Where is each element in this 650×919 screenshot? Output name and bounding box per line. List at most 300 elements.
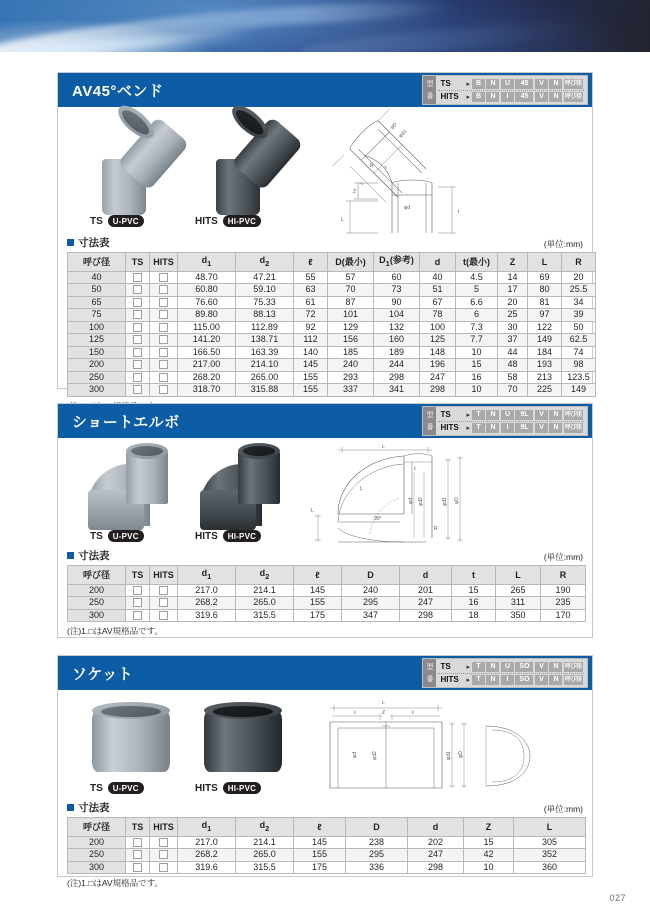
model-code-cell: B bbox=[472, 79, 485, 89]
cell-value: 244 bbox=[374, 359, 420, 372]
column-header: L bbox=[528, 253, 562, 272]
product-image-hits-elbow bbox=[198, 446, 294, 532]
cell-value: 240 bbox=[328, 359, 374, 372]
cell-value: 10 bbox=[456, 384, 498, 397]
checkbox-icon[interactable] bbox=[159, 323, 168, 332]
cell-ts-checkbox[interactable] bbox=[126, 836, 150, 849]
cell-value: 98 bbox=[562, 359, 596, 372]
cell-nominal-diameter: 250 bbox=[68, 371, 126, 384]
cell-value: 51 bbox=[420, 284, 456, 297]
checkbox-icon[interactable] bbox=[133, 323, 142, 332]
cell-hits-checkbox[interactable] bbox=[150, 609, 178, 622]
checkbox-icon[interactable] bbox=[133, 863, 142, 872]
column-header: $d_2$ bbox=[236, 566, 294, 585]
model-code-cell: N bbox=[486, 410, 499, 420]
cell-value: 7.3 bbox=[456, 321, 498, 334]
section-av45-bend bbox=[57, 72, 593, 395]
drawing-label: ℓ bbox=[412, 710, 414, 716]
cell-value: 40 bbox=[420, 271, 456, 284]
table-row bbox=[68, 296, 596, 309]
checkbox-icon[interactable] bbox=[133, 598, 142, 607]
checkbox-icon[interactable] bbox=[159, 838, 168, 847]
cell-value: 112 bbox=[294, 334, 328, 347]
cell-value: 185 bbox=[328, 346, 374, 359]
table-header-row bbox=[68, 253, 596, 272]
model-code-cell-nominal: 呼び径 bbox=[564, 80, 582, 87]
cell-value: 4.5 bbox=[456, 271, 498, 284]
table-body bbox=[68, 836, 586, 874]
cell-value: 90 bbox=[374, 296, 420, 309]
column-header: HITS bbox=[150, 818, 178, 837]
cell-value: 190 bbox=[541, 584, 586, 597]
cell-value: 175 bbox=[294, 609, 342, 622]
dimension-unit-label: (単位:mm) bbox=[543, 239, 583, 249]
column-header: TS bbox=[126, 818, 150, 837]
drawing-label: φd bbox=[352, 751, 358, 758]
table-header-row bbox=[68, 566, 586, 585]
drawing-label: R bbox=[434, 526, 438, 532]
cell-value: 265 bbox=[496, 584, 541, 597]
product-image-ts-elbow bbox=[86, 446, 182, 532]
cell-hits-checkbox[interactable] bbox=[150, 849, 178, 862]
checkbox-icon[interactable] bbox=[159, 850, 168, 859]
cell-value: 247 bbox=[420, 371, 456, 384]
drawing-label: φD bbox=[458, 751, 464, 758]
cell-hits-checkbox[interactable] bbox=[150, 597, 178, 610]
arrow-right-icon: ▸ bbox=[466, 676, 470, 684]
table-row bbox=[68, 346, 596, 359]
table-note: (注)1.□はAV規格品です。 bbox=[67, 878, 163, 889]
model-code-cell: N bbox=[486, 79, 499, 89]
checkbox-icon[interactable] bbox=[159, 273, 168, 282]
product-image-ts-bend bbox=[84, 113, 180, 217]
cell-value: 48 bbox=[498, 359, 528, 372]
dimension-table-title-group bbox=[67, 800, 110, 815]
product-image-hits-socket bbox=[198, 700, 290, 780]
table-row bbox=[68, 861, 586, 874]
cell-value: 213 bbox=[528, 371, 562, 384]
model-code-cell: N bbox=[486, 92, 499, 102]
cell-value: 193 bbox=[528, 359, 562, 372]
technical-drawing-bend bbox=[320, 109, 590, 235]
banner-streak bbox=[300, 18, 581, 52]
cell-value: 18 bbox=[452, 609, 496, 622]
table-header-row bbox=[68, 818, 586, 837]
cell-value: 37 bbox=[498, 334, 528, 347]
cell-ts-checkbox[interactable] bbox=[126, 371, 150, 384]
cell-value: 55 bbox=[294, 271, 328, 284]
cell-value: 60.80 bbox=[178, 284, 236, 297]
column-header: $d_2$ bbox=[236, 818, 294, 837]
model-code-cell: U bbox=[501, 410, 514, 420]
dimension-table-header bbox=[58, 235, 592, 252]
cell-value: 295 bbox=[346, 849, 408, 862]
drawing-label: ℓ bbox=[414, 466, 416, 472]
model-row-ts bbox=[438, 409, 584, 421]
dimension-unit-label: (単位:mm) bbox=[543, 552, 583, 562]
column-header: ℓ bbox=[294, 253, 328, 272]
cell-value: 311 bbox=[496, 597, 541, 610]
cell-value: 122 bbox=[528, 321, 562, 334]
checkbox-icon[interactable] bbox=[133, 348, 142, 357]
cell-value: 350 bbox=[496, 609, 541, 622]
checkbox-icon[interactable] bbox=[133, 335, 142, 344]
cell-value: 217.00 bbox=[178, 359, 236, 372]
checkbox-icon[interactable] bbox=[133, 373, 142, 382]
cell-value: 101 bbox=[328, 309, 374, 322]
section-title: ショートエルボ bbox=[72, 413, 180, 431]
model-row-name: HITS bbox=[440, 92, 459, 101]
drawing-label: φd bbox=[404, 205, 411, 211]
material-tag: HI-PVC bbox=[223, 782, 261, 794]
column-header: 呼び径 bbox=[68, 818, 126, 837]
technical-drawing-socket bbox=[316, 696, 566, 796]
cell-value: 155 bbox=[294, 597, 342, 610]
model-number-vertical-label: 型 番 bbox=[423, 407, 436, 435]
cell-value: 184 bbox=[528, 346, 562, 359]
cell-value: 67 bbox=[420, 296, 456, 309]
cell-nominal-diameter: 250 bbox=[68, 597, 126, 610]
cell-value: 341 bbox=[374, 384, 420, 397]
cell-nominal-diameter: 40 bbox=[68, 271, 126, 284]
cell-nominal-diameter: 75 bbox=[68, 309, 126, 322]
table-row bbox=[68, 836, 586, 849]
cell-hits-checkbox[interactable] bbox=[150, 309, 178, 322]
cell-value: 5 bbox=[456, 284, 498, 297]
cell-hits-checkbox[interactable] bbox=[150, 384, 178, 397]
cell-value: 15 bbox=[464, 836, 514, 849]
model-code-cell: N bbox=[549, 92, 562, 102]
cell-value: 145 bbox=[294, 359, 328, 372]
cell-value: 123.5 bbox=[562, 371, 596, 384]
dimension-table-socket bbox=[67, 817, 586, 874]
cell-value: 80 bbox=[528, 284, 562, 297]
cell-value: 360 bbox=[514, 861, 586, 874]
model-number-block bbox=[422, 406, 588, 436]
table-row bbox=[68, 609, 586, 622]
cell-value: 74 bbox=[562, 346, 596, 359]
cell-value: 247 bbox=[408, 849, 464, 862]
cell-hits-checkbox[interactable] bbox=[150, 334, 178, 347]
cell-value: 247 bbox=[400, 597, 452, 610]
cell-value: 14 bbox=[498, 271, 528, 284]
cell-value: 16 bbox=[456, 371, 498, 384]
cell-value: 39 bbox=[562, 309, 596, 322]
drawing-label: t bbox=[458, 209, 460, 215]
bullet-square-icon bbox=[67, 804, 74, 811]
checkbox-icon[interactable] bbox=[159, 310, 168, 319]
cell-value: 298 bbox=[374, 371, 420, 384]
checkbox-icon[interactable] bbox=[159, 611, 168, 620]
checkbox-icon[interactable] bbox=[159, 598, 168, 607]
column-header: d bbox=[400, 566, 452, 585]
cell-value: 141.20 bbox=[178, 334, 236, 347]
column-header: 呼び径 bbox=[68, 253, 126, 272]
dimension-table-elbow bbox=[67, 565, 586, 622]
model-code-cell: V bbox=[535, 79, 548, 89]
cell-ts-checkbox[interactable] bbox=[126, 849, 150, 862]
cell-value: 42 bbox=[464, 849, 514, 862]
column-header: HITS bbox=[150, 566, 178, 585]
cell-hits-checkbox[interactable] bbox=[150, 271, 178, 284]
cell-ts-checkbox[interactable] bbox=[126, 334, 150, 347]
checkbox-icon[interactable] bbox=[159, 335, 168, 344]
cell-value: 265.00 bbox=[236, 371, 294, 384]
product-photo-area bbox=[58, 107, 592, 235]
cell-value: 336 bbox=[346, 861, 408, 874]
model-row-name: TS bbox=[440, 79, 451, 88]
dimension-table-title-group bbox=[67, 235, 110, 250]
product-caption-ts bbox=[90, 215, 144, 227]
table-row bbox=[68, 384, 596, 397]
cell-value: 6.6 bbox=[456, 296, 498, 309]
arrow-right-icon: ▸ bbox=[466, 93, 470, 101]
dimension-table-title: 寸法表 bbox=[78, 802, 110, 814]
model-row-ts bbox=[438, 661, 584, 673]
column-header: ℓ bbox=[294, 818, 346, 837]
cell-hits-checkbox[interactable] bbox=[150, 359, 178, 372]
table-row bbox=[68, 371, 596, 384]
checkbox-icon[interactable] bbox=[133, 360, 142, 369]
model-code-cell: N bbox=[486, 662, 499, 672]
section-header bbox=[58, 656, 592, 690]
drawing-label: L bbox=[382, 700, 385, 706]
cell-value: 214.1 bbox=[236, 584, 294, 597]
cell-value: 125 bbox=[420, 334, 456, 347]
section-socket bbox=[57, 655, 593, 889]
model-row-hits bbox=[438, 673, 584, 686]
cell-value: 112.89 bbox=[236, 321, 294, 334]
arrow-right-icon: ▸ bbox=[466, 411, 470, 419]
cell-value: 62.5 bbox=[562, 334, 596, 347]
cell-ts-checkbox[interactable] bbox=[126, 584, 150, 597]
cell-value: 189 bbox=[374, 346, 420, 359]
cell-ts-checkbox[interactable] bbox=[126, 609, 150, 622]
model-code-cell: U bbox=[501, 662, 514, 672]
cell-value: 175 bbox=[294, 861, 346, 874]
cell-value: 16 bbox=[452, 597, 496, 610]
checkbox-icon[interactable] bbox=[159, 348, 168, 357]
column-header: L bbox=[496, 566, 541, 585]
checkbox-icon[interactable] bbox=[133, 850, 142, 859]
cell-value: 7.7 bbox=[456, 334, 498, 347]
cell-value: 155 bbox=[294, 384, 328, 397]
cell-value: 149 bbox=[562, 384, 596, 397]
column-header: HITS bbox=[150, 253, 178, 272]
cell-value: 20 bbox=[562, 271, 596, 284]
cell-value: 315.5 bbox=[236, 609, 294, 622]
column-header: Z bbox=[498, 253, 528, 272]
technical-drawing-elbow bbox=[308, 442, 558, 546]
cell-value: 170 bbox=[541, 609, 586, 622]
cell-ts-checkbox[interactable] bbox=[126, 284, 150, 297]
checkbox-icon[interactable] bbox=[133, 273, 142, 282]
model-row-hits bbox=[438, 90, 584, 103]
column-header: R bbox=[562, 253, 596, 272]
cell-value: 214.1 bbox=[236, 836, 294, 849]
product-image-ts-socket bbox=[86, 700, 178, 780]
cell-nominal-diameter: 300 bbox=[68, 384, 126, 397]
cell-value: 25 bbox=[498, 309, 528, 322]
cell-value: 59.10 bbox=[236, 284, 294, 297]
checkbox-icon[interactable] bbox=[159, 586, 168, 595]
model-number-vertical-label: 型 番 bbox=[423, 76, 436, 104]
column-header: t(最小) bbox=[456, 253, 498, 272]
checkbox-icon[interactable] bbox=[133, 611, 142, 620]
cell-ts-checkbox[interactable] bbox=[126, 296, 150, 309]
drawing-label: φd2 bbox=[418, 497, 424, 506]
material-tag: U-PVC bbox=[108, 215, 144, 227]
drawing-label: φd1 bbox=[446, 751, 452, 760]
dimension-table-title: 寸法表 bbox=[78, 550, 110, 562]
model-code-cell-nominal: 呼び径 bbox=[564, 424, 582, 431]
cell-value: 295 bbox=[342, 597, 400, 610]
table-row bbox=[68, 271, 596, 284]
cell-value: 30 bbox=[498, 321, 528, 334]
model-number-block bbox=[422, 658, 588, 688]
cell-nominal-diameter: 300 bbox=[68, 609, 126, 622]
table-body bbox=[68, 271, 596, 396]
column-header: TS bbox=[126, 566, 150, 585]
cell-value: 15 bbox=[456, 359, 498, 372]
cell-hits-checkbox[interactable] bbox=[150, 346, 178, 359]
table-row bbox=[68, 309, 596, 322]
model-code-cell-nominal: 呼び径 bbox=[564, 411, 582, 418]
model-code-cell: N bbox=[549, 423, 562, 433]
drawing-label: φd bbox=[408, 497, 414, 504]
cell-value: 20 bbox=[498, 296, 528, 309]
cell-value: 92 bbox=[294, 321, 328, 334]
model-code-cell: 45 bbox=[515, 92, 533, 102]
checkbox-icon[interactable] bbox=[159, 360, 168, 369]
model-code-cell: V bbox=[535, 675, 548, 685]
checkbox-icon[interactable] bbox=[159, 298, 168, 307]
model-code-cell: 45 bbox=[515, 79, 533, 89]
cell-value: 145 bbox=[294, 836, 346, 849]
model-code-cell: V bbox=[535, 423, 548, 433]
model-row-hits bbox=[438, 421, 584, 434]
dimension-table-header bbox=[58, 548, 592, 565]
drawing-label: Z bbox=[382, 710, 386, 716]
model-code-cell: N bbox=[486, 675, 499, 685]
cell-value: 97 bbox=[528, 309, 562, 322]
cell-ts-checkbox[interactable] bbox=[126, 346, 150, 359]
bullet-square-icon bbox=[67, 552, 74, 559]
cell-hits-checkbox[interactable] bbox=[150, 284, 178, 297]
column-header: d bbox=[408, 818, 464, 837]
model-code-cell: 9L bbox=[515, 410, 533, 420]
model-number-vertical-label: 型 番 bbox=[423, 659, 436, 687]
cell-ts-checkbox[interactable] bbox=[126, 309, 150, 322]
cell-ts-checkbox[interactable] bbox=[126, 861, 150, 874]
drawing-label: ℓ bbox=[383, 164, 390, 171]
checkbox-icon[interactable] bbox=[133, 310, 142, 319]
cell-value: 10 bbox=[456, 346, 498, 359]
cell-value: 104 bbox=[374, 309, 420, 322]
cell-ts-checkbox[interactable] bbox=[126, 271, 150, 284]
product-image-hits-bend bbox=[198, 113, 294, 217]
checkbox-icon[interactable] bbox=[159, 385, 168, 394]
cell-ts-checkbox[interactable] bbox=[126, 359, 150, 372]
model-code-cell: U bbox=[501, 79, 514, 89]
product-photo-area bbox=[58, 438, 592, 548]
table-row bbox=[68, 584, 586, 597]
cell-value: 318.70 bbox=[178, 384, 236, 397]
checkbox-icon[interactable] bbox=[133, 298, 142, 307]
dimension-table-header bbox=[58, 800, 592, 817]
cell-nominal-diameter: 200 bbox=[68, 584, 126, 597]
cell-hits-checkbox[interactable] bbox=[150, 861, 178, 874]
product-name: HITS bbox=[195, 782, 218, 794]
dimension-table-bend bbox=[67, 252, 596, 397]
cell-value: 268.2 bbox=[178, 597, 236, 610]
cell-hits-checkbox[interactable] bbox=[150, 584, 178, 597]
cell-value: 47.21 bbox=[236, 271, 294, 284]
cell-value: 70 bbox=[498, 384, 528, 397]
cell-value: 201 bbox=[400, 584, 452, 597]
checkbox-icon[interactable] bbox=[159, 373, 168, 382]
model-code-cell: N bbox=[549, 675, 562, 685]
table-note: (注)1.□はAV規格品です。 bbox=[67, 626, 163, 637]
model-code-cell: N bbox=[549, 79, 562, 89]
checkbox-icon[interactable] bbox=[133, 385, 142, 394]
model-code-cell: V bbox=[535, 410, 548, 420]
product-name: TS bbox=[90, 215, 103, 227]
section-header bbox=[58, 404, 592, 438]
cell-value: 225 bbox=[528, 384, 562, 397]
section-title: ソケット bbox=[72, 665, 134, 683]
column-header: 呼び径 bbox=[68, 566, 126, 585]
cell-hits-checkbox[interactable] bbox=[150, 321, 178, 334]
cell-hits-checkbox[interactable] bbox=[150, 296, 178, 309]
model-number-block bbox=[422, 75, 588, 105]
cell-ts-checkbox[interactable] bbox=[126, 597, 150, 610]
cell-hits-checkbox[interactable] bbox=[150, 371, 178, 384]
cell-value: 160 bbox=[374, 334, 420, 347]
cell-ts-checkbox[interactable] bbox=[126, 321, 150, 334]
checkbox-icon[interactable] bbox=[133, 586, 142, 595]
model-code-cell: I bbox=[501, 675, 514, 685]
cell-value: 50 bbox=[562, 321, 596, 334]
cell-value: 217.0 bbox=[178, 836, 236, 849]
model-code-cell: N bbox=[486, 423, 499, 433]
arrow-right-icon: ▸ bbox=[466, 80, 470, 88]
cell-value: 145 bbox=[294, 584, 342, 597]
checkbox-icon[interactable] bbox=[133, 285, 142, 294]
checkbox-icon[interactable] bbox=[133, 838, 142, 847]
cell-value: 315.88 bbox=[236, 384, 294, 397]
cell-nominal-diameter: 200 bbox=[68, 359, 126, 372]
drawing-label: L bbox=[358, 180, 366, 187]
arrow-right-icon: ▸ bbox=[466, 424, 470, 432]
column-header: t bbox=[452, 566, 496, 585]
cell-ts-checkbox[interactable] bbox=[126, 384, 150, 397]
section-header bbox=[58, 73, 592, 107]
cell-value: 73 bbox=[374, 284, 420, 297]
cell-value: 293 bbox=[328, 371, 374, 384]
cell-hits-checkbox[interactable] bbox=[150, 836, 178, 849]
checkbox-icon[interactable] bbox=[159, 863, 168, 872]
cell-value: 60 bbox=[374, 271, 420, 284]
model-row-name: HITS bbox=[440, 675, 459, 684]
cell-value: 6 bbox=[456, 309, 498, 322]
model-code-cell: SO bbox=[515, 675, 533, 685]
cell-value: 196 bbox=[420, 359, 456, 372]
checkbox-icon[interactable] bbox=[159, 285, 168, 294]
product-name: HITS bbox=[195, 215, 218, 227]
column-header: D(最小) bbox=[328, 253, 374, 272]
cell-value: 17 bbox=[498, 284, 528, 297]
